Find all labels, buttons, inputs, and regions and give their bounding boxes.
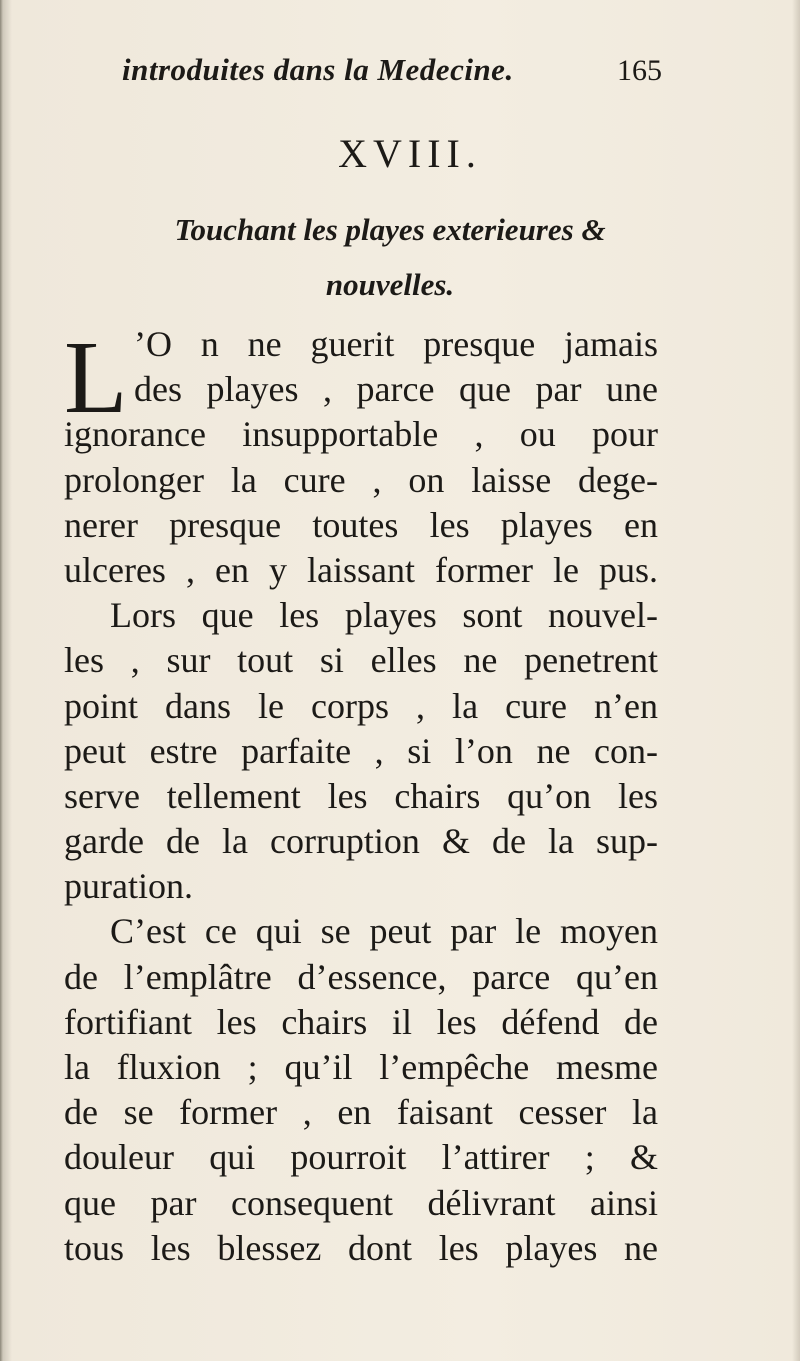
text-line: point dans le corps , la cure n’en <box>64 685 658 726</box>
page-number: 165 <box>617 54 662 87</box>
text-line: fortifiant les chairs il les défend de <box>64 1001 658 1042</box>
text-line: garde de la corruption & de la sup- <box>64 821 658 862</box>
section-number: XVIII. <box>338 131 482 176</box>
body-text <box>64 322 658 1271</box>
paragraph <box>64 322 658 593</box>
text-line: ’O n ne guerit presque jamais <box>134 324 658 364</box>
text-line: ulceres , en y laissant former le pus. <box>64 549 658 590</box>
running-head <box>122 52 662 96</box>
text-line: ignorance insupportable , ou pour <box>64 414 658 455</box>
text-line: douleur qui pourroit l’attirer ; & <box>64 1137 658 1178</box>
paragraph <box>64 593 658 909</box>
text-line: prolonger la cure , on laisse dege- <box>64 459 658 500</box>
text-line: puration. <box>64 866 193 907</box>
text-line: les , sur tout si elles ne penetrent <box>64 640 658 681</box>
text-line: serve tellement les chairs qu’on les <box>64 775 658 816</box>
text-line: que par consequent délivrant ainsi <box>64 1182 658 1223</box>
section-heading-line: nouvelles. <box>325 267 455 302</box>
text-line: nerer presque toutes les playes en <box>64 504 658 545</box>
running-title: introduites dans la Medecine. <box>122 52 514 87</box>
text-line: la fluxion ; qu’il l’empêche mesme <box>64 1047 658 1087</box>
text-line: de se former , en faisant cesser la <box>64 1092 658 1133</box>
section-heading-line: Touchant les playes exterieures & <box>174 212 606 247</box>
paragraph <box>64 909 658 1271</box>
drop-cap: L <box>64 320 128 435</box>
text-line: peut estre parfaite , si l’on ne con- <box>64 730 658 771</box>
text-line: C’est ce qui se peut par le moyen <box>110 911 658 952</box>
text-line: de l’emplâtre d’essence, parce qu’en <box>64 956 658 997</box>
text-line: des playes , parce que par une <box>134 369 658 410</box>
text-line: tous les blessez dont les playes ne <box>64 1227 658 1268</box>
text-line: Lors que les playes sont nouvel- <box>110 595 658 636</box>
page-edge-shadow <box>792 0 800 1361</box>
section-heading <box>90 202 690 312</box>
